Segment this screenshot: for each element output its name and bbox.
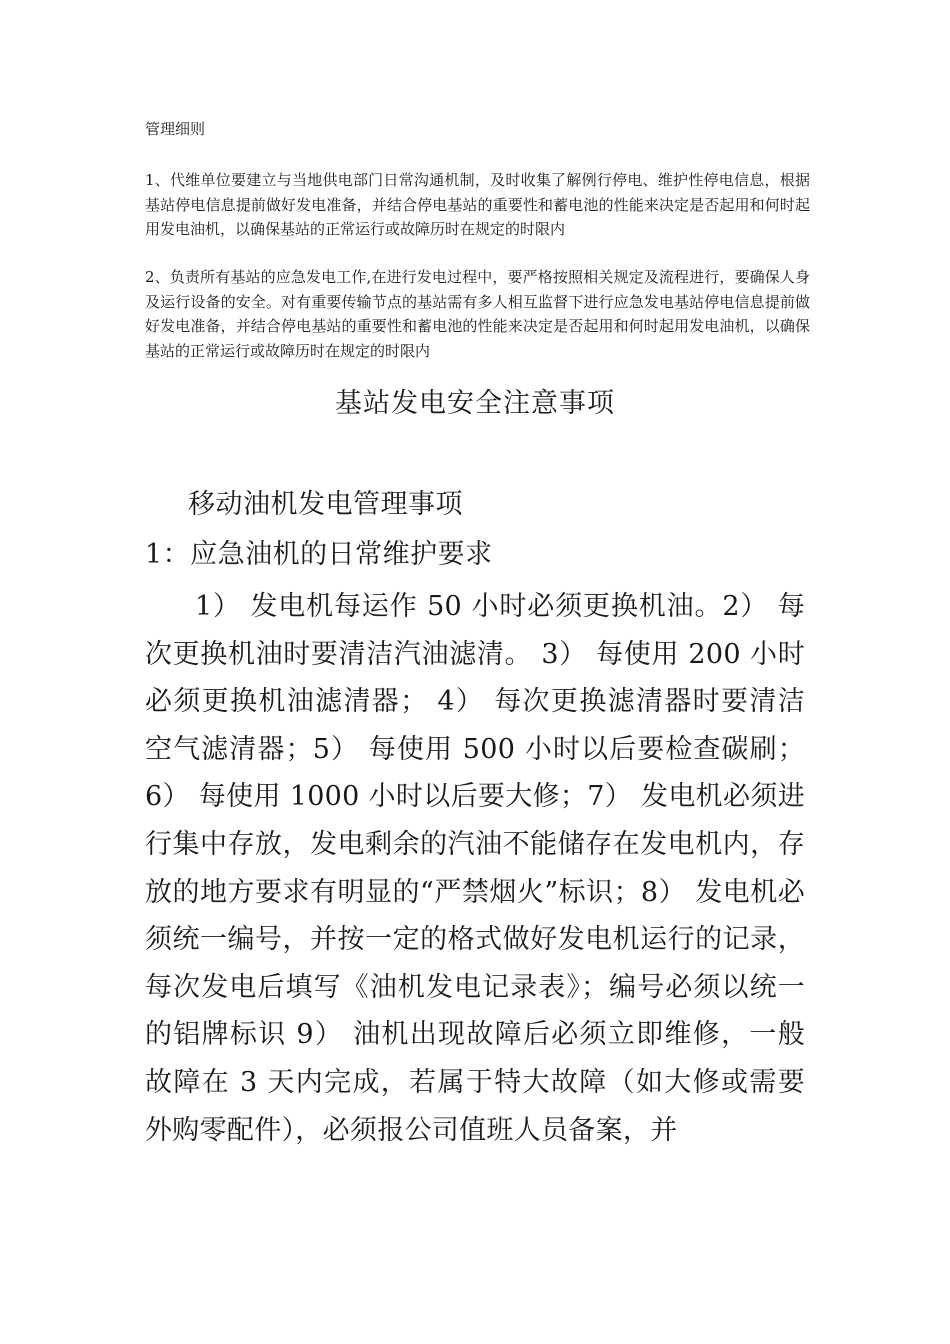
paragraph-2: 2、负责所有基站的应急发电工作,在进行发电过程中，要严格按照相关规定及流程进行，要确保人身及运行设备的安全。对有重要传输节点的基站需有多人相互监督下进行应急发电基站停电信息提前做好发电准备，并结合停电基站的重要性和蓄电池的性能来决定是否起用和何时起用发电油机，以确保基站的正常运行或故障历时在规定的时限内 (145, 268, 810, 360)
header-label: 管理细则 (145, 120, 206, 138)
paragraph-1: 1、代维单位要建立与当地供电部门日常沟通机制，及时收集了解例行停电、维护性停电信息，根据基站停电信息提前做好发电准备，并结合停电基站的重要性和蓄电池的性能来决定是否起用和何时起用发电油机，以确保基站的正常运行或故障历时在规定的时限内 (145, 171, 810, 238)
maintenance-requirements-text: 1） 发电机每运作 50 小时必须更换机油。2） 每次更换机油时要清洁汽油滤清。 3） 每使用 200 小时必须更换机油滤清器； 4） 每次更换滤清器时要清洁空气滤清器；5） 每使用 500 小时以后要检查碳刷；6） 每使用 1000 小时以后要大修；7） 发电机必须进行集中存放，发电剩余的汽油不能储存在发电机内，存放的地方要求有明显的“严禁烟火”标识；8） 发电机必须统一编号，并按一定的格式做好发电机运行的记录，每次发电后填写《油机发电记录表》；编号必须以统一的铝牌标识 9） 油机出现故障后必须立即维修，一般故障在 3 天内完成，若属于特大故障（如大修或需要外购零配件），必须报公司值班人员备案，并 (145, 591, 805, 1146)
section-title: 移动油机发电管理事项 (188, 489, 463, 520)
subsection-title: 1：应急油机的日常维护要求 (145, 539, 493, 570)
main-title: 基站发电安全注意事项 (335, 388, 615, 419)
